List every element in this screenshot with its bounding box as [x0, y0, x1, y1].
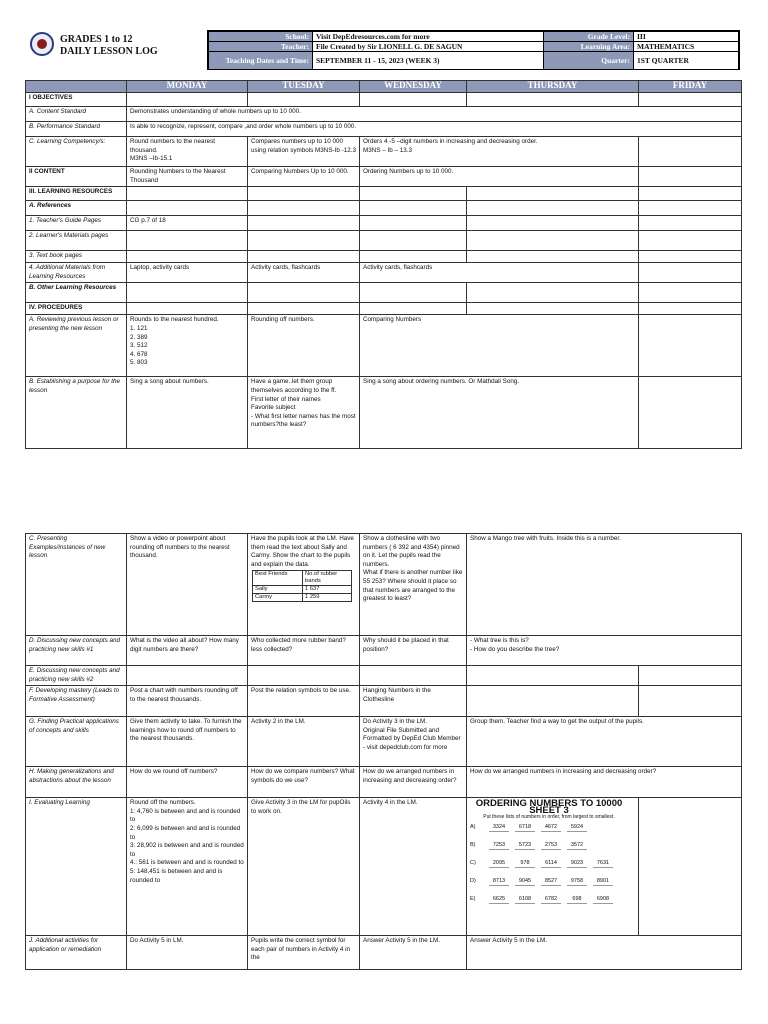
establishing-purpose-label: B. Establishing a purpose for the lesson: [26, 377, 127, 449]
worksheet-answer-blanks: [486, 903, 628, 911]
practical-applications-monday: Give them activity to take. To furnish the learnings how to round off numbers to the nearest thousands.: [127, 717, 248, 767]
deped-seal-icon: [30, 32, 54, 56]
teachers-guide-monday: CG p.7 of 18: [127, 216, 248, 231]
worksheet-number: 9023: [570, 860, 584, 867]
content-tuesday: Comparing Numbers Up to 10 000.: [248, 167, 360, 187]
evaluating-learning-wednesday: Activity 4 in the LM.: [360, 798, 467, 936]
additional-activities-label: J. Additional activities for application or remediation: [26, 936, 127, 970]
worksheet-instructions: Put these lists of numbers in order, from largest to smallest.: [483, 814, 615, 821]
learning-area-label: Learning Area:: [544, 42, 634, 52]
lesson-log-table-part2: [25, 533, 742, 970]
school-label: School:: [209, 32, 313, 42]
worksheet-number: 2753: [544, 842, 558, 849]
teaching-dates-value: SEPTEMBER 11 - 15, 2023 (WEEK 3): [313, 52, 544, 70]
rubber-bands-row-value: 1 259: [303, 594, 352, 602]
worksheet-answer-blanks: [486, 885, 628, 893]
worksheet-row: [470, 896, 628, 903]
school-value: Visit DepEdresources.com for more: [313, 32, 544, 42]
corner-header: [26, 81, 127, 93]
worksheet-row-letter: E): [470, 896, 476, 903]
worksheet-answer-blanks: [486, 831, 628, 839]
content-monday: Rounding Numbers to the Nearest Thousand: [127, 167, 248, 187]
additional-activities-tuesday: Pupils write the correct symbol for each pair of numbers in Activity 4 in the: [248, 936, 360, 970]
grade-level-label: Grade Level:: [544, 32, 634, 42]
quarter-value: 1ST QUARTER: [634, 52, 739, 70]
developing-mastery-monday: Post a chart with numbers rounding off to the nearest thousands.: [127, 686, 248, 717]
additional-activities-monday: Do Activity 5 in LM.: [127, 936, 248, 970]
lesson-log-table-part1: [25, 80, 742, 449]
worksheet-row-letter: C): [470, 860, 476, 867]
rubber-bands-table: [252, 570, 352, 602]
worksheet-number: 698: [572, 896, 582, 903]
worksheet-answer-blanks: [486, 867, 628, 875]
teaching-dates-label: Teaching Dates and Time:: [209, 52, 313, 70]
worksheet-answer-blanks: [486, 849, 628, 857]
day-header-tuesday: TUESDAY: [248, 81, 360, 93]
presenting-examples-wednesday: Show a clothesline with two numbers ( 6 392 and 4354) pinned on it. Let the pupils read the numbers. What if there is another number like 55 253? Where should it place so that numbers are arranged to the greatest to least?: [360, 534, 467, 636]
discussing-concepts-1-wednesday: Why should it be placed in that position?: [360, 636, 467, 666]
worksheet-number: 6108: [518, 896, 532, 903]
additional-materials-wednesday: Activity cards, flashcards: [360, 263, 639, 283]
additional-materials-label: 4. Additional Materials from Learning Resources: [26, 263, 127, 283]
worksheet-number: 7253: [492, 842, 506, 849]
worksheet-number: 3572: [570, 842, 584, 849]
worksheet-number: 6625: [492, 896, 506, 903]
presenting-examples-thursday: Show a Mango tree with fruits. Inside this is a number.: [467, 534, 742, 636]
worksheet-number: 9758: [570, 878, 584, 885]
textbook-pages-label: 3. Text book pages: [26, 251, 127, 263]
worksheet-number: 9045: [518, 878, 532, 885]
objectives-heading: I OBJECTIVES: [26, 93, 127, 107]
presenting-examples-tuesday: [248, 534, 360, 636]
reviewing-lesson-monday: Rounds to the nearest hundred. 1. 121 2. 389 3. 512 4. 678 5. 803: [127, 315, 248, 377]
worksheet-number: 8901: [596, 878, 610, 885]
evaluating-learning-label: I. Evaluating Learning: [26, 798, 127, 936]
evaluating-learning-thursday: [467, 798, 639, 936]
content-standard-text: Demonstrates understanding of whole numbers up to 10 000.: [127, 107, 742, 122]
generalizations-label: H. Making generalizations and abstractions about the lesson: [26, 767, 127, 798]
procedures-heading: IV. PROCEDURES: [26, 303, 127, 315]
worksheet-row: [470, 824, 628, 831]
generalizations-wednesday: How do we arranged numbers in increasing and decreasing order?: [360, 767, 467, 798]
teacher-value: File Created by Sir LIONELL G. DE SAGUN: [313, 42, 544, 52]
teacher-label: Teacher:: [209, 42, 313, 52]
day-header-wednesday: WEDNESDAY: [360, 81, 467, 93]
day-header-thursday: THURSDAY: [467, 81, 639, 93]
worksheet-number: 4672: [544, 824, 558, 831]
competency-label: C. Learning Competency/s:: [26, 137, 127, 167]
day-header-monday: MONDAY: [127, 81, 248, 93]
worksheet-number: 8713: [492, 878, 506, 885]
worksheet-row-letter: A): [470, 824, 476, 831]
presenting-examples-monday: Show a video or powerpoint about rounding off numbers to the nearest thousand.: [127, 534, 248, 636]
resources-heading: III. LEARNING RESOURCES: [26, 187, 127, 201]
content-label: II CONTENT: [26, 167, 127, 187]
worksheet-number: 2095: [492, 860, 506, 867]
log-title-line1: GRADES 1 to 12: [60, 34, 133, 45]
teachers-guide-label: 1. Teacher's Guide Pages: [26, 216, 127, 231]
worksheet-row-letter: D): [470, 878, 476, 885]
worksheet-number: 6718: [518, 824, 532, 831]
developing-mastery-tuesday: Post the relation symbols to be use.: [248, 686, 360, 717]
worksheet-number: 6782: [544, 896, 558, 903]
worksheet-number: 5723: [518, 842, 532, 849]
reviewing-lesson-wednesday: Comparing Numbers: [360, 315, 639, 377]
performance-standard-label: B. Performance Standard: [26, 122, 127, 137]
worksheet-number: 6114: [545, 860, 557, 867]
ordering-numbers-worksheet: [470, 800, 628, 911]
generalizations-monday: How do we round off numbers?: [127, 767, 248, 798]
generalizations-thursday: How do we arranged numbers in increasing and decreasing order?: [467, 767, 742, 798]
worksheet-row: [470, 878, 628, 885]
references-label: A. References: [26, 201, 127, 216]
competency-tuesday: Compares numbers up to 10 000 using relation symbols M3NS-Ib -12.3: [248, 137, 360, 167]
reviewing-lesson-label: A. Reviewing previous lesson or presenting the new lesson: [26, 315, 127, 377]
developing-mastery-wednesday: Hanging Numbers in the Clothesline: [360, 686, 467, 717]
learning-area-value: MATHEMATICS: [634, 42, 739, 52]
worksheet-title: ORDERING NUMBERS TO 10000 SHEET 3: [475, 798, 623, 817]
rubber-bands-row-name: Sally: [253, 586, 303, 594]
content-standard-label: A. Content Standard: [26, 107, 127, 122]
discussing-concepts-1-thursday: - What tree is this is? - How do you describe the tree?: [467, 636, 742, 666]
header-info-box: [207, 30, 740, 70]
competency-monday: Round numbers to the nearest thousand. M3NS –Ib-15.1: [127, 137, 248, 167]
evaluating-learning-tuesday: Give Activity 3 in the LM for pupOils to work on.: [248, 798, 360, 936]
establishing-purpose-wednesday: Sing a song about ordering numbers. Or Mathdali Song.: [360, 377, 639, 449]
content-wednesday: Ordering Numbers up to 10 000.: [360, 167, 639, 187]
additional-activities-wednesday: Answer Activity 5 in the LM.: [360, 936, 467, 970]
worksheet-row: [470, 860, 628, 867]
worksheet-row: [470, 842, 628, 849]
developing-mastery-label: F. Developing mastery (Leads to Formative Assessment): [26, 686, 127, 717]
worksheet-number: 7631: [596, 860, 610, 867]
worksheet-number: 6908: [596, 896, 610, 903]
additional-materials-monday: Laptop, activity cards: [127, 263, 248, 283]
evaluating-learning-monday: Round off the numbers. 1: 4,760 is between and and is rounded to 2: 6,099 is between and and is rounded to 3: 28,902 is between and and is rounded to 4.: 561 is between and and is rounded to 5: 148,451 is between and and is rounded to: [127, 798, 248, 936]
grade-level-value: III: [634, 32, 739, 42]
competency-wednesday: Orders 4 -5 –digit numbers in increasing and decreasing order. M3NS – Ib – 13.3: [360, 137, 639, 167]
log-title-line2: DAILY LESSON LOG: [60, 46, 158, 57]
practical-applications-wednesday: Do Activity 3 in the LM. Original File Submitted and Formatted by DepEd Club Member - visit depedclub.com for more: [360, 717, 467, 767]
establishing-purpose-tuesday: Have a game..let them group themselves according to the ff. First letter of their names Favorite subject - What first letter names has the most numbers?the least?: [248, 377, 360, 449]
rubber-bands-row-value: 1 637: [303, 586, 352, 594]
performance-standard-text: Is able to recognize, represent, compare ,and order whole numbers up to 10 000.: [127, 122, 742, 137]
worksheet-number: 8527: [544, 878, 558, 885]
discussing-concepts-1-tuesday: Who collected more rubber band?less collected?: [248, 636, 360, 666]
reviewing-lesson-tuesday: Rounding off numbers.: [248, 315, 360, 377]
learners-materials-label: 2. Learner's Materials pages: [26, 231, 127, 251]
rubber-bands-header-count: No.of rubber bands: [303, 571, 352, 586]
presenting-examples-label: C. Presenting Examples/instances of new lesson: [26, 534, 127, 636]
practical-applications-tuesday: Activity 2 in the LM.: [248, 717, 360, 767]
generalizations-tuesday: How do we compare numbers? What symbols do we use?: [248, 767, 360, 798]
establishing-purpose-monday: Sing a song about numbers.: [127, 377, 248, 449]
other-resources-label: B. Other Learning Resources: [26, 283, 127, 303]
practical-applications-thursday: Group them. Teacher find a way to get the output of the pupils.: [467, 717, 742, 767]
rubber-bands-row-name: Carmy: [253, 594, 303, 602]
day-header-friday: FRIDAY: [639, 81, 742, 93]
discussing-concepts-1-label: D. Discussing new concepts and practicing new skills #1: [26, 636, 127, 666]
practical-applications-label: G. Finding Practical applications of concepts and skills: [26, 717, 127, 767]
rubber-bands-header-friends: Best Friends: [253, 571, 303, 586]
discussing-concepts-2-label: E. Discussing new concepts and practicing new skills #2: [26, 666, 127, 686]
worksheet-number: 3324: [492, 824, 506, 831]
quarter-label: Quarter:: [544, 52, 634, 70]
presenting-examples-tuesday-text: Have the pupils look at the LM. Have them read the text about Sally and Carmy. Show the chart to the pupils and explain the data.: [251, 535, 354, 568]
additional-activities-thursday: Answer Activity 5 in the LM.: [467, 936, 742, 970]
worksheet-row-letter: B): [470, 842, 476, 849]
worksheet-number: 978: [520, 860, 530, 867]
worksheet-number: 5924: [570, 824, 584, 831]
discussing-concepts-1-monday: What is the video all about? How many digit numbers are there?: [127, 636, 248, 666]
additional-materials-tuesday: Activity cards, flashcards: [248, 263, 360, 283]
